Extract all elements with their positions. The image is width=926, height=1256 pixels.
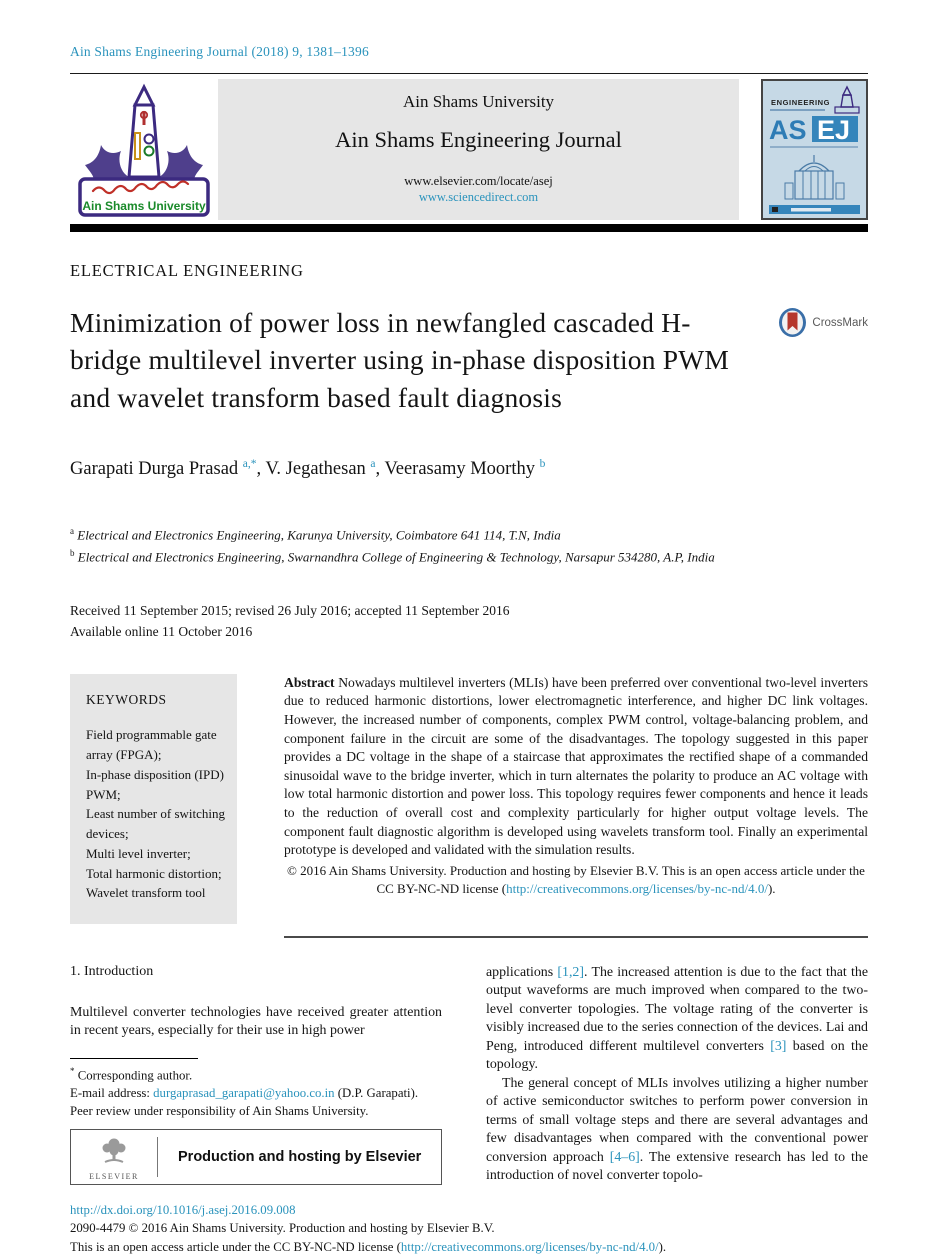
keyword-item: Total harmonic distortion; (86, 865, 222, 881)
author-list (70, 458, 868, 480)
footnote-block (70, 1058, 442, 1121)
peer-review-note: Peer review under responsibility of Ain Shams University. (70, 1104, 369, 1119)
journal-header (70, 79, 868, 220)
available-online-date: Available online 11 October 2016 (70, 624, 253, 640)
elsevier-hosting-box (70, 1129, 442, 1185)
body-paragraph (486, 964, 868, 1075)
cc-license-link[interactable]: http://creativecommons.org/licenses/by-nc-nd/4.0/ (506, 881, 768, 897)
abstract-label: Abstract (284, 674, 335, 690)
body-text: . The increased attention is due to the fact that the output waveforms are much improved when compared to the two-level converter topologies. The voltage rating of the converter is visibly increased due to the series connection of the devices. Lai and Peng, introduced different multilevel converters (486, 964, 868, 1054)
keyword-item: Wavelet transform tool (86, 885, 206, 901)
footnote-marker: * (70, 1065, 75, 1076)
copyright-text-end: ). (767, 881, 776, 897)
corresponding-author-note (70, 1065, 442, 1084)
citation-ref-1-2[interactable]: [1,2] (557, 964, 584, 980)
cover-ej-letters: EJ (817, 115, 851, 145)
citation-ref-3[interactable]: [3] (770, 1038, 787, 1054)
abstract-copyright (284, 862, 868, 898)
footnote-divider (70, 1058, 198, 1059)
author-name: Veerasamy Moorthy (384, 459, 535, 480)
author-name: Garapati Durga Prasad (70, 459, 239, 480)
abstract-text (284, 674, 868, 860)
ain-shams-university-logo-icon (71, 81, 217, 219)
keyword-item: Field programmable gate array (FPGA); (86, 727, 217, 763)
title-block (70, 304, 868, 416)
keyword-item: Least number of switching devices; (86, 806, 225, 842)
body-columns (70, 964, 868, 1186)
article-dates (70, 600, 868, 643)
body-text: The general concept of MLIs involves utilizing a higher number of active semiconductor switches to perform power conversion in terms of small voltage steps and there are several advantages and few disadvantages when compared with the conventional power conversion approach (486, 1075, 868, 1165)
ain-shams-university-logo (70, 79, 218, 220)
affiliation-marker: b (70, 548, 75, 559)
abstract-section (70, 674, 868, 924)
author-name: V. Jegathesan (265, 459, 366, 480)
elsevier-hosting-caption: Production and hosting by Elsevier (178, 1149, 422, 1166)
affiliation-marker: a (70, 526, 74, 537)
elsevier-logo (71, 1134, 157, 1181)
crossmark-label: CrossMark (812, 316, 868, 329)
author-separator: , (256, 459, 266, 480)
email-suffix: (D.P. Garapati). (334, 1086, 419, 1101)
body-paragraph (486, 1075, 868, 1186)
affiliation-text: Electrical and Electronics Engineering, Karunya University, Coimbatore 641 114, T.N, India (77, 527, 561, 543)
author-separator: , (375, 459, 385, 480)
body-text: . The extensive research has led to the introduction of novel converter topolo- (486, 1149, 868, 1184)
elsevier-tree-icon (97, 1136, 131, 1166)
banner-university-name: Ain Shams University (402, 92, 555, 111)
author-affiliation-marker: b (539, 458, 546, 471)
left-column (70, 964, 442, 1186)
section-label: ELECTRICAL ENGINEERING (70, 261, 304, 280)
affiliations (70, 524, 868, 568)
page-footer (70, 1201, 868, 1256)
copyright-text: © 2016 Ain Shams University. Production and hosting by Elsevier B.V. This is an open access article under the CC BY-NC-ND license ( (287, 862, 865, 897)
journal-cover-image (761, 79, 868, 220)
journal-reference: Ain Shams Engineering Journal (2018) 9, 1381–1396 (70, 44, 369, 59)
journal-banner (218, 79, 739, 220)
footer-license-link[interactable]: http://creativecommons.org/licenses/by-nc-nd/4.0/ (400, 1239, 659, 1254)
license-text: This is an open access article under the CC BY-NC-ND license ( (70, 1239, 401, 1254)
citation-ref-4-6[interactable]: [4–6] (609, 1149, 640, 1165)
author-affiliation-marker: a,* (242, 458, 257, 471)
banner-journal-name: Ain Shams Engineering Journal (335, 127, 622, 152)
issn-copyright-line: 2090-4479 © 2016 Ain Shams University. Production and hosting by Elsevier B.V. (70, 1221, 495, 1236)
journal-cover-thumbnail[interactable] (761, 79, 868, 225)
author-affiliation-marker: a (370, 458, 376, 471)
email-note (70, 1084, 442, 1102)
elsevier-logo-name: ELSEVIER (89, 1171, 139, 1181)
crossmark-badge[interactable] (777, 307, 868, 338)
cover-as-letters: AS (769, 115, 807, 145)
elsevier-journal-url[interactable]: www.elsevier.com/locate/asej (404, 174, 553, 188)
cover-engineering-label: ENGINEERING (771, 98, 831, 107)
corresponding-text: Corresponding author. (74, 1068, 193, 1082)
abstract-body: Nowadays multilevel inverters (MLIs) have been preferred over conventional two-level inverters due to reduced harmonic distortions, lower electromagnetic interference, and higher DC link voltages. However, the increased number of components, complex PWM control, voltage-balancing problem, and component failure in the circuit are some of the disadvantages. The topology suggested in this paper provides a DC voltage in the shape of a staircase that approximates the rectified shape of a commanded sinusoidal wave to the bridge inverter, which in turn alternates the polarity to produce an AC voltage with low total harmonic distortion and power loss. This topology requires fewer components and hence it leads to the reduction of overall cost and complexity particularly for higher output voltage levels. The component fault diagnostic algorithm is developed using wavelets transform tool. Finally an experimental prototype is developed and validated with the simulation results. (284, 674, 868, 858)
keyword-item: In-phase disposition (IPD) PWM; (86, 766, 224, 802)
keywords-heading: KEYWORDS (86, 691, 167, 707)
crossmark-icon (777, 307, 808, 338)
license-text-end: ). (658, 1239, 667, 1254)
abstract-column (284, 674, 868, 898)
affiliation-text: Electrical and Electronics Engineering, Swarnandhra College of Engineering & Technology, Narsapur 534280, A.P, India (77, 549, 715, 565)
top-divider (70, 73, 868, 74)
license-line (70, 1238, 868, 1256)
body-text: applications (486, 964, 558, 980)
keyword-item: Multi level inverter; (86, 845, 191, 861)
abstract-divider (284, 936, 868, 938)
introduction-heading: 1. Introduction (70, 963, 154, 979)
introduction-paragraph: Multilevel converter technologies have received greater attention in recent years, especially for their use in high power (70, 1004, 442, 1039)
sciencedirect-url[interactable]: www.sciencedirect.com (418, 190, 539, 204)
email-label: E-mail address: (70, 1086, 154, 1101)
received-dates: Received 11 September 2015; revised 26 July 2016; accepted 11 September 2016 (70, 602, 510, 618)
affiliation-line (70, 524, 868, 546)
article-title: Minimization of power loss in newfangled cascaded H-bridge multilevel inverter using in-phase disposition PWM and wavelet transform based fault diagnosis (70, 307, 730, 413)
header-black-band (70, 224, 868, 232)
doi-link[interactable]: http://dx.doi.org/10.1016/j.asej.2016.09.008 (70, 1202, 296, 1217)
right-column (486, 964, 868, 1186)
affiliation-line (70, 546, 868, 568)
author-email-link[interactable]: durgaprasad_garapati@yahoo.co.in (153, 1086, 335, 1101)
logo-caption: Ain Shams University (82, 198, 206, 213)
elsevier-box-divider (157, 1137, 158, 1177)
keywords-box (70, 674, 237, 924)
body-text: based on the topology. (486, 1038, 868, 1073)
